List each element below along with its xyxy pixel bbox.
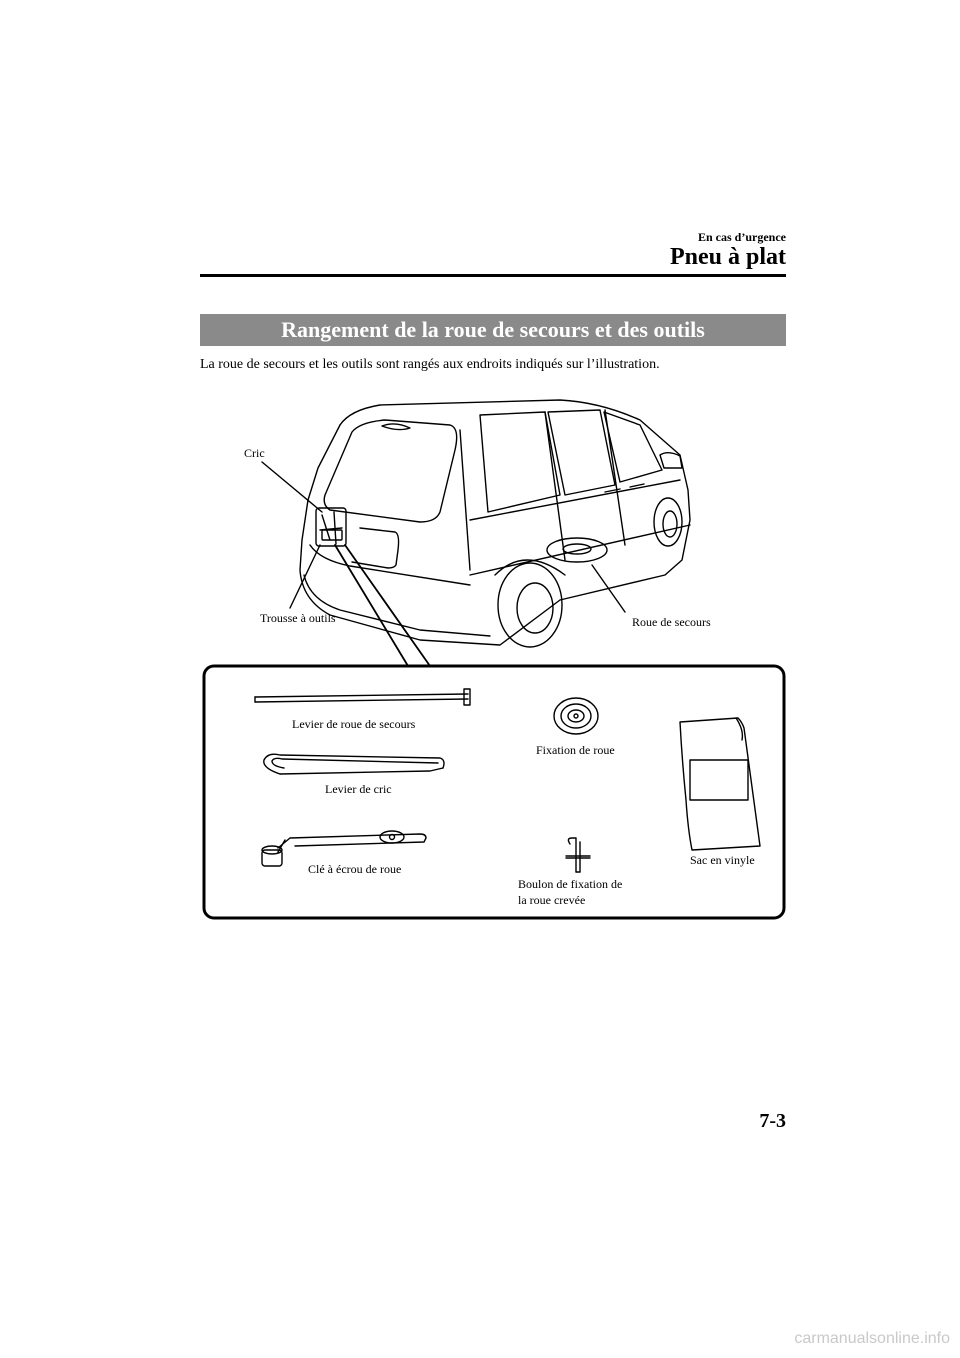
flat-tire-bolt-drawing bbox=[566, 838, 590, 872]
intro-paragraph: La roue de secours et les outils sont rangés aux endroits indiqués sur l’illustration. bbox=[200, 357, 660, 372]
spare-wheel-lever-drawing bbox=[255, 689, 470, 705]
vinyl-bag-label: Sac en vinyle bbox=[690, 853, 755, 867]
jack-callout: Cric bbox=[244, 446, 265, 460]
spare-leader bbox=[592, 565, 625, 612]
flat-tire-bolt-label-line2: la roue crevée bbox=[518, 893, 586, 907]
jack-lever-label: Levier de cric bbox=[325, 782, 392, 796]
minivan-drawing bbox=[300, 400, 690, 647]
lug-wrench-label: Clé à écrou de roue bbox=[308, 862, 402, 876]
vinyl-bag-drawing bbox=[680, 718, 760, 850]
lug-wrench-drawing bbox=[262, 831, 426, 866]
toolkit-leader bbox=[290, 545, 320, 608]
wheel-clamp-drawing bbox=[554, 698, 598, 734]
section-label: En cas d’urgence bbox=[698, 230, 786, 244]
section-banner: Rangement de la roue de secours et des outils bbox=[200, 314, 786, 346]
jack-lever-drawing bbox=[264, 754, 444, 774]
jack-leader bbox=[262, 462, 322, 512]
toolkit-callout: Trousse à outils bbox=[260, 611, 336, 625]
wheel-clamp-label: Fixation de roue bbox=[536, 743, 615, 757]
spare-tire-callout: Roue de secours bbox=[632, 615, 711, 629]
flat-tire-bolt-label-line1: Boulon de fixation de bbox=[518, 877, 623, 891]
spare-wheel-lever-label: Levier de roue de secours bbox=[292, 717, 416, 731]
chapter-title: Pneu à plat bbox=[669, 244, 786, 270]
page-number: 7-3 bbox=[759, 1110, 786, 1132]
watermark: carmanualsonline.info bbox=[794, 1330, 950, 1347]
